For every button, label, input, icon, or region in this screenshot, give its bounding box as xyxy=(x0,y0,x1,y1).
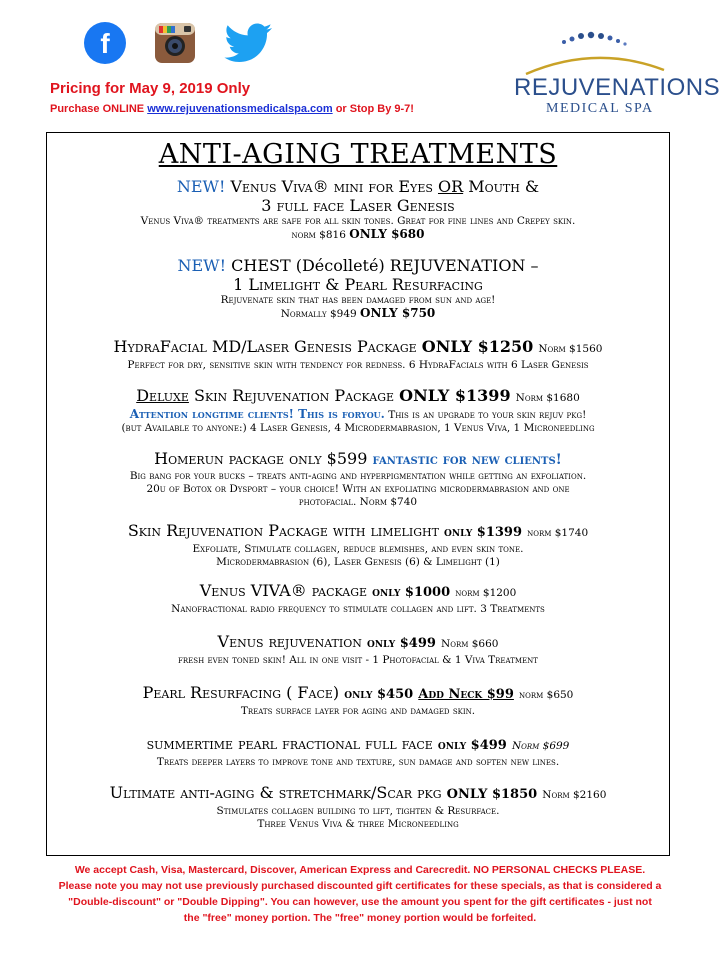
treatment-summertime-pearl: summertime pearl fractional full face only $499 Norm $699 Treats deeper layers to improve tone and texture, sun damage and soften new lines. xyxy=(146,734,570,768)
facebook-icon[interactable] xyxy=(84,22,126,68)
logo xyxy=(506,30,720,120)
instagram-icon[interactable] xyxy=(154,22,196,68)
treatment-venus-rejuvenation: Venus rejuvenation only $499 Norm $660 fresh even toned skin! All in one visit - 1 Photofacial & 1 Viva Treatment xyxy=(178,632,538,666)
treatment-homerun: Homerun package only $599 fantastic for new clients! Big bang for your bucks – treats anti-aging and hyperpigmentation while getting an exfoliation. 20u of Botox or Dysport – your choice! With an exfoliating microdermabrasion and one photofacial. Norm $740 xyxy=(129,449,587,508)
treatment-pearl-resurfacing: Pearl Resurfacing ( Face) only $450 Add Neck $99 norm $650 Treats surface layer for aging and damaged skin. xyxy=(142,683,574,717)
purchase-line: Purchase ONLINE www.rejuvenationsmedicalspa.com or Stop By 9-7! xyxy=(50,103,414,115)
payment-policy: We accept Cash, Visa, Mastercard, Discover, American Express and Carecredit. NO PERSONAL CHECKS PLEASE. Please note you may not use previously purchased discounted gift certificates for these specials, as that is considered a "Double-discount" or "Double Dipping". You can however, use the amount you spent for the gift certificates - just not the "free" money portion. The "free" money portion would be forfeited. xyxy=(58,864,662,924)
website-link[interactable]: www.rejuvenationsmedicalspa.com xyxy=(147,103,333,115)
social-icons xyxy=(84,22,276,68)
treatment-deluxe-skin: Deluxe Skin Rejuvenation Package ONLY $1399 Norm $1680 Attention longtime clients! This is foryou. This is an upgrade to your skin rejuv pkg! (but Available to anyone:) 4 Laser Genesis, 4 Microdermabrasion, 1 Venus Viva, 1 Microneedling xyxy=(121,386,595,434)
svg-text:f: f xyxy=(100,28,110,59)
pricing-date: Pricing for May 9, 2019 Only xyxy=(50,80,251,97)
twitter-icon[interactable] xyxy=(224,22,276,68)
treatment-venus-viva-mini: NEW! Venus Viva® mini for Eyes OR Mouth & 3 full face Laser Genesis Venus Viva® treatments are safe for all skin tones. Great for fine lines and Crepey skin. norm $816 ONLY $680 xyxy=(140,177,576,241)
treatment-chest-rejuvenation: NEW! CHEST (Décolleté) REJUVENATION – 1 Limelight & Pearl Resurfacing Rejuvenate skin that has been damaged from sun and age! Normally $949 ONLY $750 xyxy=(177,256,539,320)
treatment-ultimate-anti-aging: Ultimate anti-aging & stretchmark/Scar pkg ONLY $1850 Norm $2160 Stimulates collagen building to lift, tighten & Resurface. Three Venus Viva & three Microneedling xyxy=(109,783,607,830)
treatment-venus-viva: Venus VIVA® package only $1000 norm $1200 Nanofractional radio frequency to stimulate collagen and lift. 3 Treatments xyxy=(171,581,545,615)
treatment-limelight: Skin Rejuvenation Package with limelight only $1399 norm $1740 Exfoliate, Stimulate collagen, reduce blemishes, and even skin tone. Microdermabrasion (6), Laser Genesis (6) & Limelight (1) xyxy=(127,521,589,568)
logo-arc-icon xyxy=(506,30,686,80)
treatment-hydrafacial: HydraFacial MD/Laser Genesis Package ONLY $1250 Norm $1560 Perfect for dry, sensitive skin with tendency for redness. 6 HydraFacials with 6 Laser Genesis xyxy=(113,337,603,371)
page-title: ANTI-AGING TREATMENTS xyxy=(158,139,558,170)
treatments-box xyxy=(46,132,670,856)
logo-subtitle: MEDICAL SPA xyxy=(546,101,654,116)
logo-name: REJUVENATIONS xyxy=(514,74,720,101)
